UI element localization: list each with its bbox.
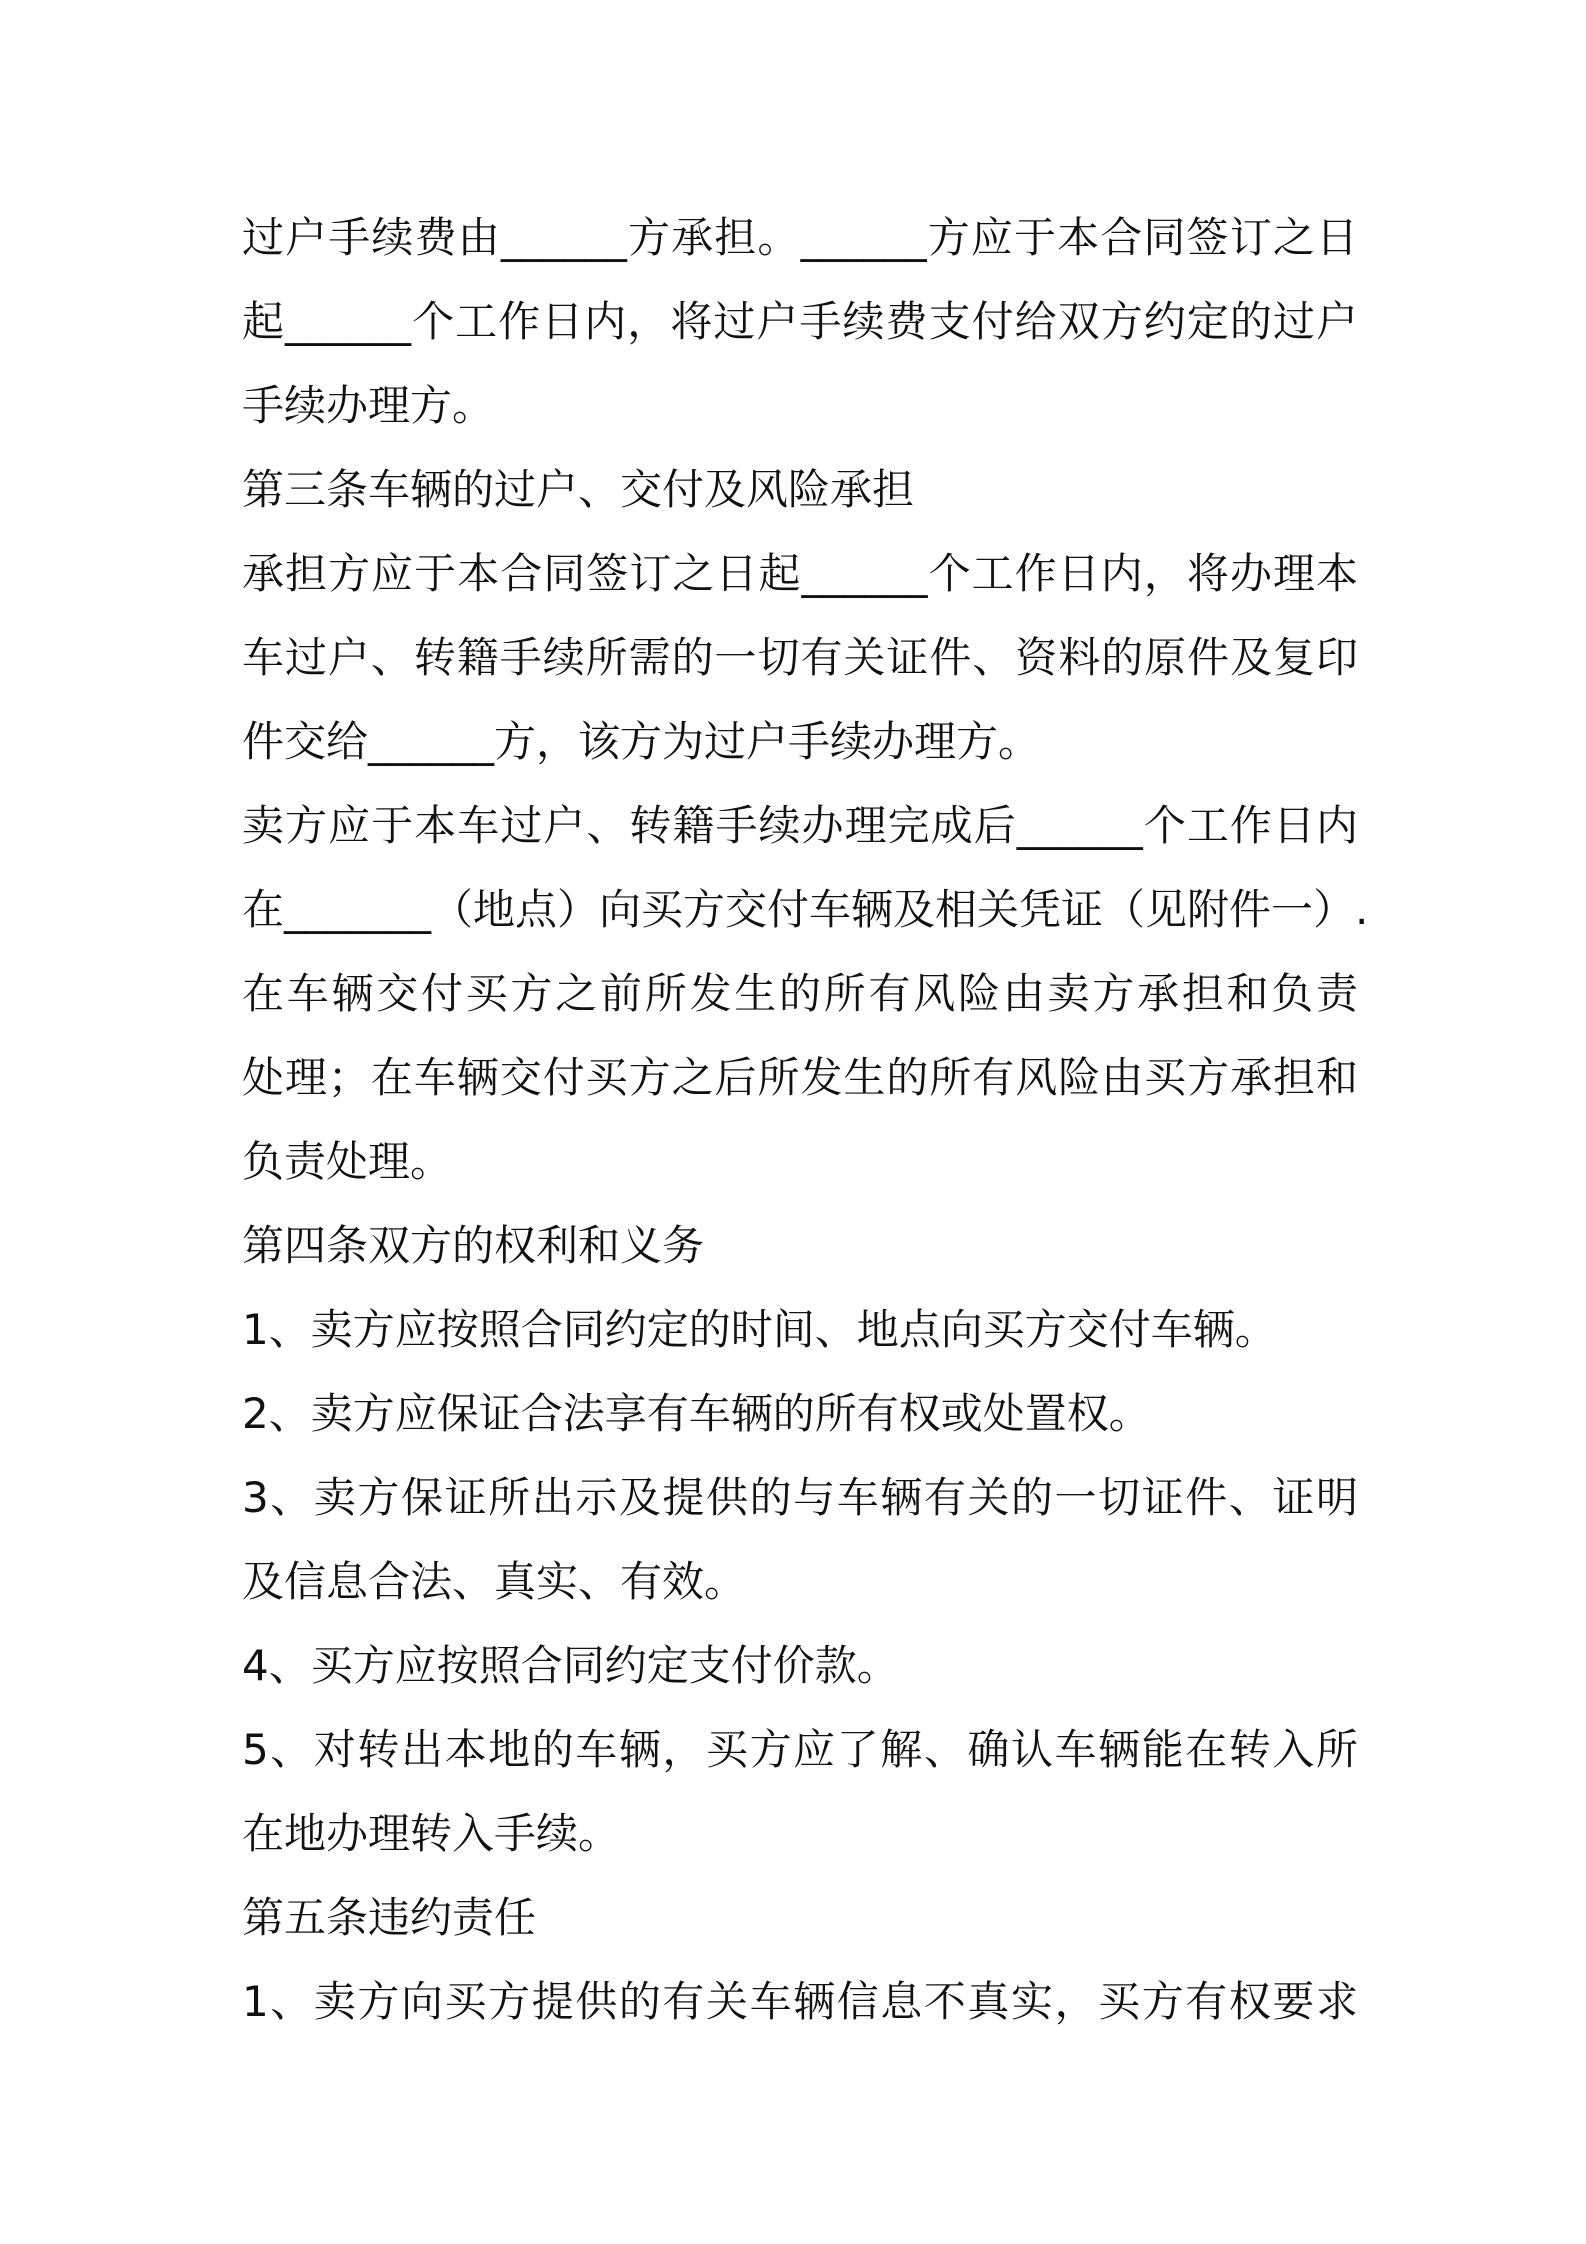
document-line: 手续办理方。 — [242, 381, 495, 430]
document-line: 过户手续费由______方承担。______方应于本合同签订之日 — [242, 213, 1358, 262]
document-line: 车过户、转籍手续所需的一切有关证件、资料的原件及复印 — [242, 633, 1358, 682]
document-line: 及信息合法、真实、有效。 — [242, 1557, 747, 1606]
document-line: 起______个工作日内，将过户手续费支付给双方约定的过户 — [242, 297, 1358, 346]
document-line: 在车辆交付买方之前所发生的所有风险由卖方承担和负责 — [242, 969, 1358, 1018]
document-line: 卖方应于本车过户、转籍手续办理完成后______个工作日内 — [242, 801, 1358, 850]
document-line: 4、买方应按照合同约定支付价款。 — [242, 1641, 899, 1690]
document-line: 处理；在车辆交付买方之后所发生的所有风险由买方承担和 — [242, 1053, 1358, 1102]
document-line: 在地办理转入手续。 — [242, 1809, 621, 1858]
document-line: 5、对转出本地的车辆，买方应了解、确认车辆能在转入所 — [242, 1725, 1358, 1774]
document-line: 1、卖方向买方提供的有关车辆信息不真实，买方有权要求 — [242, 1977, 1358, 2026]
document-line: 第三条车辆的过户、交付及风险承担 — [242, 465, 915, 514]
document-line: 负责处理。 — [242, 1137, 453, 1186]
document-line: 承担方应于本合同签订之日起______个工作日内，将办理本 — [242, 549, 1358, 598]
document-body — [242, 196, 1369, 2044]
document-line: 3、卖方保证所出示及提供的与车辆有关的一切证件、证明 — [242, 1473, 1358, 1522]
document-line: 2、卖方应保证合法享有车辆的所有权或处置权。 — [242, 1389, 1151, 1438]
document-line: 1、卖方应按照合同约定的时间、地点向买方交付车辆。 — [242, 1305, 1277, 1354]
document-line: 第五条违约责任 — [242, 1893, 537, 1942]
document-line: 在_______（地点）向买方交付车辆及相关凭证（见附件一）. — [242, 885, 1369, 934]
document-line: 第四条双方的权利和义务 — [242, 1221, 705, 1270]
document-line: 件交给______方，该方为过户手续办理方。 — [242, 717, 1041, 766]
